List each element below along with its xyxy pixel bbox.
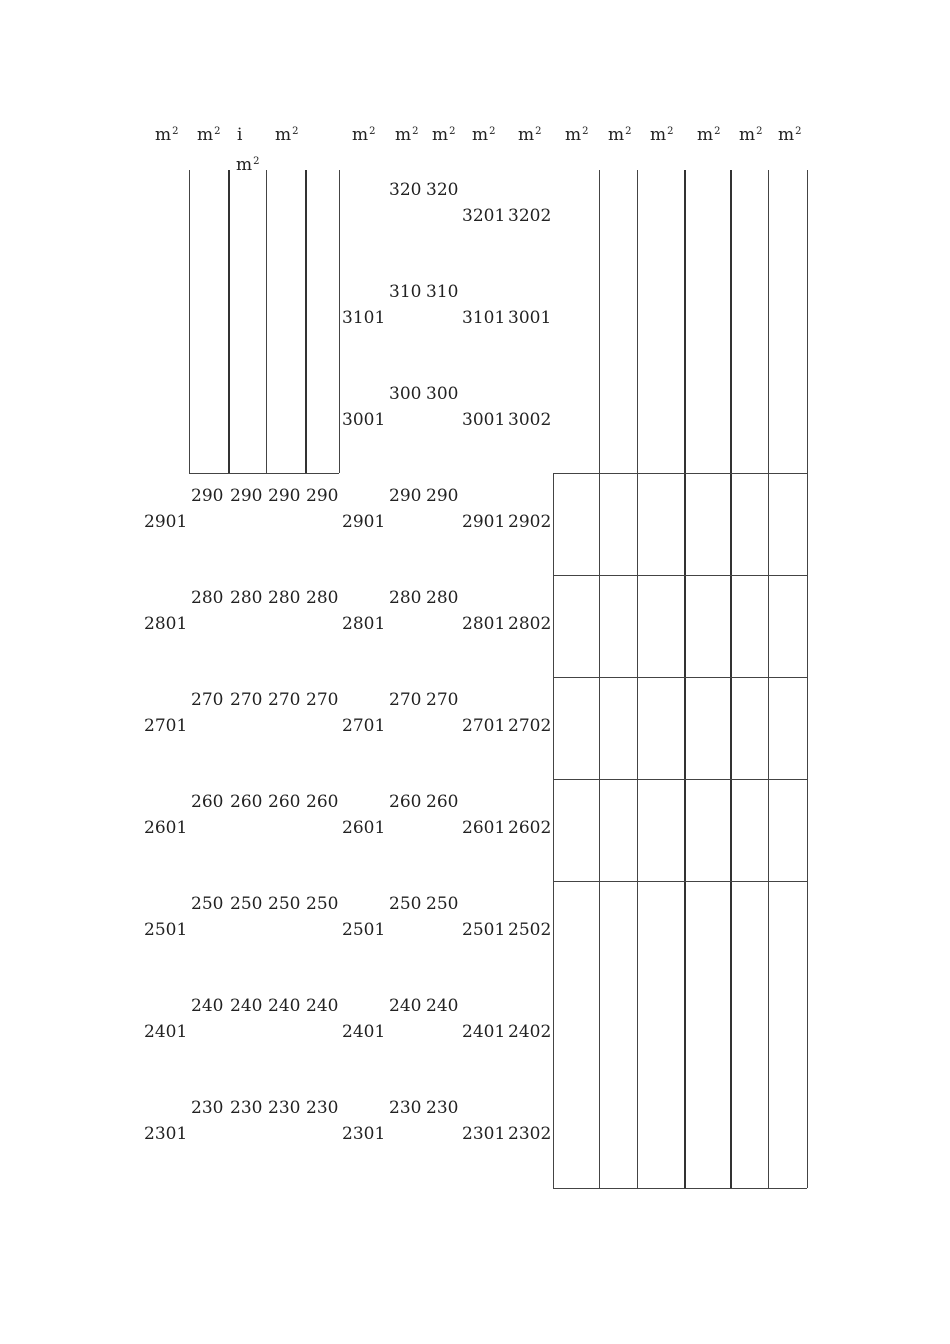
cell-value: 280: [426, 588, 459, 608]
grid-line-horizontal: [553, 881, 807, 882]
cell-value: 3001: [462, 410, 506, 430]
unit-label: $m^2$: [608, 125, 632, 145]
cell-value: 250: [268, 894, 301, 914]
cell-value: 310: [389, 282, 422, 302]
grid-line-vertical: [730, 170, 732, 1188]
cell-value: 280: [389, 588, 422, 608]
cell-value: 3202: [508, 206, 552, 226]
unit-label: $m^2$: [197, 125, 221, 145]
cell-value: 270: [191, 690, 224, 710]
cell-value: 320: [426, 180, 459, 200]
row-value: 2401: [144, 1022, 188, 1042]
row-value: 2501: [144, 920, 188, 940]
row-value: 2901: [144, 512, 188, 532]
cell-value: 260: [230, 792, 263, 812]
cell-value: 230: [230, 1098, 263, 1118]
cell-value: 290: [268, 486, 301, 506]
cell-value: 290: [426, 486, 459, 506]
cell-value: 240: [426, 996, 459, 1016]
grid-line-vertical: [305, 170, 307, 473]
cell-value: 270: [230, 690, 263, 710]
cell-value: 3201: [462, 206, 506, 226]
cell-value: 250: [191, 894, 224, 914]
row-value: 2901: [342, 512, 386, 532]
cell-value: 230: [306, 1098, 339, 1118]
cell-value: 280: [191, 588, 224, 608]
cell-value: 240: [230, 996, 263, 1016]
unit-label: $m^2$: [352, 125, 376, 145]
cell-value: 300: [426, 384, 459, 404]
cell-value: 2702: [508, 716, 552, 736]
row-value: 2701: [342, 716, 386, 736]
cell-value: 2801: [462, 614, 506, 634]
grid-line-horizontal: [189, 473, 339, 474]
row-value: 2801: [144, 614, 188, 634]
row-value: 2301: [144, 1124, 188, 1144]
cell-value: 3001: [508, 308, 552, 328]
grid-line-horizontal: [553, 779, 807, 780]
unit-label: $m^2$: [518, 125, 542, 145]
cell-value: 290: [389, 486, 422, 506]
cell-value: 290: [306, 486, 339, 506]
grid-line-vertical: [807, 170, 808, 1188]
grid-line-vertical: [768, 170, 769, 1188]
cell-value: 290: [191, 486, 224, 506]
unit-label: $m^2$: [778, 125, 802, 145]
grid-line-horizontal: [553, 473, 807, 474]
row-value: 2701: [144, 716, 188, 736]
cell-value: 2401: [462, 1022, 506, 1042]
grid-line-vertical: [266, 170, 267, 473]
row-value: 2401: [342, 1022, 386, 1042]
unit-label: $m^2$: [236, 155, 260, 175]
cell-value: 240: [389, 996, 422, 1016]
cell-value: 270: [306, 690, 339, 710]
unit-label: $m^2$: [650, 125, 674, 145]
row-value: 3001: [342, 410, 386, 430]
grid-line-horizontal: [553, 677, 807, 678]
cell-value: 280: [306, 588, 339, 608]
cell-value: 2301: [462, 1124, 506, 1144]
grid-line-horizontal: [553, 575, 807, 576]
cell-value: 230: [268, 1098, 301, 1118]
cell-value: 270: [426, 690, 459, 710]
cell-value: 270: [389, 690, 422, 710]
cell-value: 310: [426, 282, 459, 302]
cell-value: 2402: [508, 1022, 552, 1042]
unit-label: $m^2$: [275, 125, 299, 145]
unit-label: $m^2$: [432, 125, 456, 145]
grid-line-horizontal: [553, 1188, 807, 1189]
row-value: 2501: [342, 920, 386, 940]
cell-value: 320: [389, 180, 422, 200]
row-value: 3101: [342, 308, 386, 328]
cell-value: 250: [389, 894, 422, 914]
cell-value: 3101: [462, 308, 506, 328]
cell-value: 2902: [508, 512, 552, 532]
grid-line-vertical: [553, 473, 554, 1188]
cell-value: 250: [230, 894, 263, 914]
cell-value: 2502: [508, 920, 552, 940]
cell-value: 240: [191, 996, 224, 1016]
cell-value: 2601: [462, 818, 506, 838]
cell-value: 240: [268, 996, 301, 1016]
cell-value: 270: [268, 690, 301, 710]
cell-value: 2602: [508, 818, 552, 838]
row-value: 2801: [342, 614, 386, 634]
cell-value: 2302: [508, 1124, 552, 1144]
unit-label: $m^2$: [155, 125, 179, 145]
unit-label: $m^2$: [697, 125, 721, 145]
cell-value: 230: [191, 1098, 224, 1118]
cell-value: 260: [389, 792, 422, 812]
grid-line-vertical: [684, 170, 686, 1188]
unit-label: $m^2$: [395, 125, 419, 145]
cell-value: 260: [268, 792, 301, 812]
grid-line-vertical: [228, 170, 230, 473]
cell-value: 230: [389, 1098, 422, 1118]
cell-value: 260: [426, 792, 459, 812]
cell-value: 2501: [462, 920, 506, 940]
cell-value: 280: [230, 588, 263, 608]
cell-value: 2901: [462, 512, 506, 532]
row-value: 2301: [342, 1124, 386, 1144]
cell-value: 2701: [462, 716, 506, 736]
cell-value: 230: [426, 1098, 459, 1118]
row-value: 2601: [342, 818, 386, 838]
cell-value: 300: [389, 384, 422, 404]
unit-label: $m^2$: [565, 125, 589, 145]
grid-line-vertical: [599, 170, 600, 1188]
cell-value: 250: [306, 894, 339, 914]
row-value: 2601: [144, 818, 188, 838]
grid-line-vertical: [339, 170, 340, 473]
cell-value: 260: [306, 792, 339, 812]
unit-label: $m^2$: [472, 125, 496, 145]
unit-label: i: [237, 125, 243, 145]
cell-value: 2802: [508, 614, 552, 634]
cell-value: 250: [426, 894, 459, 914]
grid-line-vertical: [637, 170, 638, 1188]
grid-line-vertical: [189, 170, 190, 473]
cell-value: 240: [306, 996, 339, 1016]
unit-label: $m^2$: [739, 125, 763, 145]
cell-value: 290: [230, 486, 263, 506]
cell-value: 3002: [508, 410, 552, 430]
cell-value: 280: [268, 588, 301, 608]
cell-value: 260: [191, 792, 224, 812]
